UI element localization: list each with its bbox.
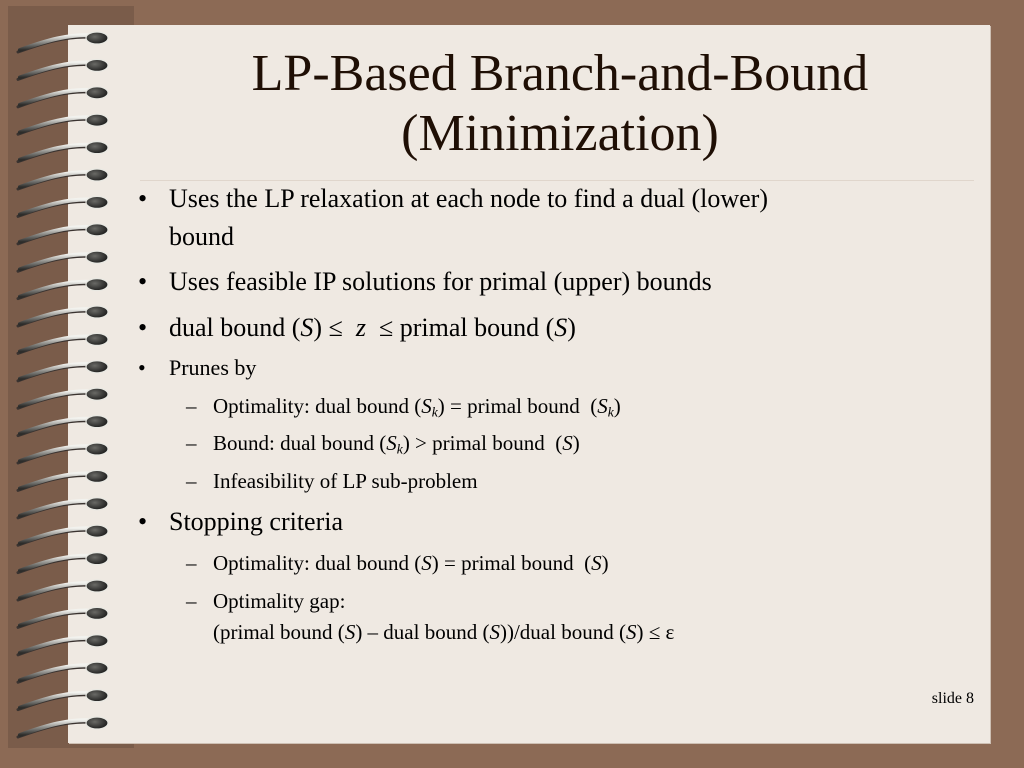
text-run: ) ≤ ε bbox=[636, 620, 675, 644]
math-symbol: S bbox=[386, 431, 397, 455]
sub-bullet-text: Infeasibility of LP sub-problem bbox=[213, 469, 478, 493]
bullet-text: Uses feasible IP solutions for primal (upper) bounds bbox=[169, 267, 712, 296]
dash-marker: – bbox=[186, 551, 197, 575]
bullet-marker: • bbox=[138, 507, 148, 536]
math-subscript: k bbox=[431, 404, 438, 420]
bullet-marker: • bbox=[138, 355, 146, 380]
math-subscript: k bbox=[396, 441, 403, 457]
text-run: ))/dual bound ( bbox=[499, 620, 626, 644]
math-symbol: S bbox=[591, 551, 602, 575]
sub-bullet-text: Optimality gap: bbox=[213, 589, 346, 613]
dash-marker: – bbox=[186, 589, 197, 613]
text-run: ) = primal bound ( bbox=[437, 394, 598, 418]
text-run: ) = primal bound ( bbox=[431, 551, 592, 575]
math-symbol: S bbox=[554, 313, 568, 342]
bullet-marker: • bbox=[138, 267, 148, 296]
math-symbol: S bbox=[421, 551, 432, 575]
text-run: dual bound ( bbox=[169, 313, 301, 342]
title-line-2: (Minimization) bbox=[401, 105, 719, 162]
text-run: ) ≤ bbox=[313, 313, 356, 342]
text-run: Bound: dual bound ( bbox=[213, 431, 387, 455]
bullet-marker: • bbox=[138, 313, 148, 342]
bullet-text: Uses the LP relaxation at each node to find a dual (lower) bbox=[169, 184, 768, 213]
bullet-text-continuation: bound bbox=[169, 222, 234, 251]
dash-marker: – bbox=[186, 431, 197, 455]
math-symbol: S bbox=[489, 620, 500, 644]
dash-marker: – bbox=[186, 394, 197, 418]
text-run: ) – dual bound ( bbox=[355, 620, 490, 644]
text-run: ) bbox=[572, 431, 580, 455]
math-symbol: S bbox=[300, 313, 314, 342]
bullet-text: Prunes by bbox=[169, 355, 257, 380]
text-run: Optimality: dual bound ( bbox=[213, 394, 422, 418]
text-run: (primal bound ( bbox=[213, 620, 345, 644]
math-symbol: S bbox=[625, 620, 637, 644]
bullet-text: Stopping criteria bbox=[169, 507, 344, 536]
math-symbol: S bbox=[597, 394, 608, 418]
text-run: ≤ primal bound ( bbox=[365, 313, 555, 342]
text-run: ) bbox=[613, 394, 621, 418]
math-symbol: S bbox=[562, 431, 573, 455]
text-run: Optimality: dual bound ( bbox=[213, 551, 422, 575]
sub-bullet-text bbox=[213, 549, 609, 577]
text-run: ) > primal bound ( bbox=[402, 431, 563, 455]
math-symbol: S bbox=[344, 620, 356, 644]
bullet-marker: • bbox=[138, 184, 148, 213]
math-subscript: k bbox=[607, 404, 614, 420]
dash-marker: – bbox=[186, 469, 197, 493]
sub-bullet-text bbox=[213, 429, 580, 457]
text-run: ) bbox=[601, 551, 609, 575]
bullet-text bbox=[169, 311, 576, 345]
sub-bullet-text-continuation bbox=[213, 618, 674, 646]
math-symbol: z bbox=[355, 313, 366, 342]
text-run: ) bbox=[567, 313, 576, 342]
sub-bullet-text bbox=[213, 392, 621, 420]
title-line-1: LP-Based Branch-and-Bound bbox=[251, 45, 869, 102]
slide-number: slide 8 bbox=[931, 690, 974, 707]
math-symbol: S bbox=[421, 394, 432, 418]
